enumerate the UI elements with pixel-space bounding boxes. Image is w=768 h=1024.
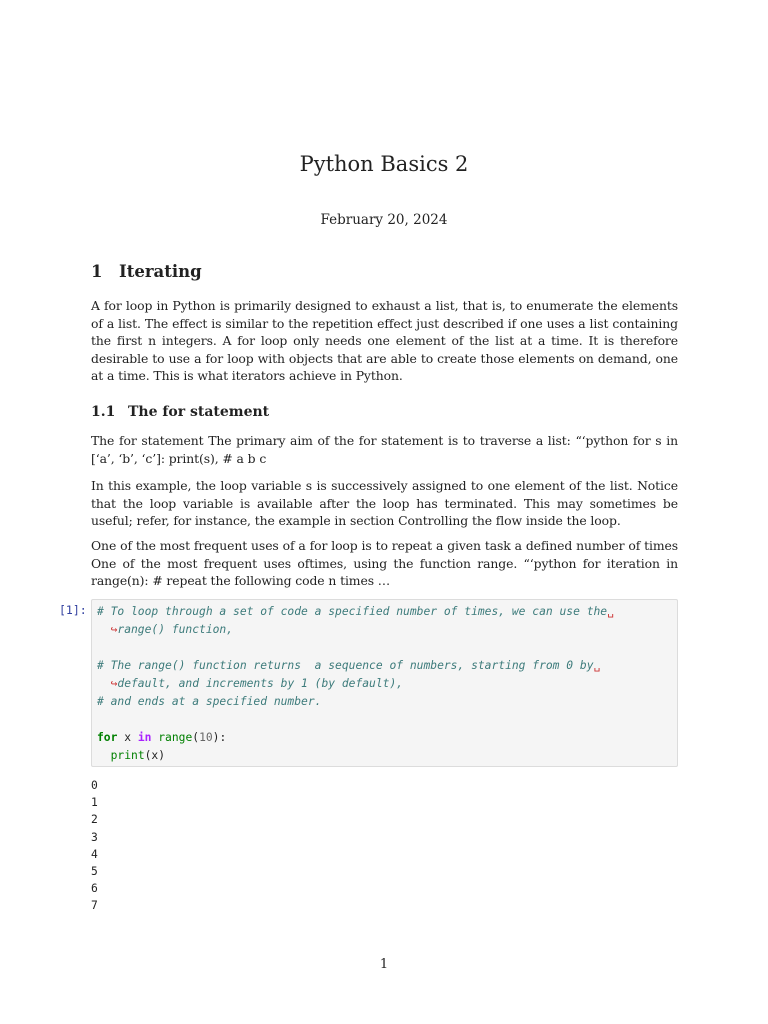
code-variable: x — [117, 731, 138, 744]
output-line: 1 — [91, 796, 98, 810]
code-comment: default, and increments by 1 (by default), — [117, 677, 404, 690]
section-heading — [91, 262, 202, 281]
code-builtin: range — [158, 731, 193, 744]
code-indent — [97, 749, 111, 762]
section-title: Iterating — [119, 262, 202, 281]
code-block — [97, 603, 614, 765]
output-line: 6 — [91, 882, 98, 896]
code-punct: ): — [212, 731, 227, 744]
paragraph: In this example, the loop variable s is successively assigned to one element of the list. Notice that the loop variable is available after the loop has terminated. This may sometimes be useful; refer, for instance, the example in section Controlling the flow inside the loop. — [91, 478, 678, 529]
line-wrap-icon: ␣ — [607, 605, 614, 618]
document-date: February 20, 2024 — [320, 212, 448, 228]
continuation-arrow-icon: ↪ — [97, 623, 118, 636]
subsection-number: 1.1 — [91, 404, 116, 420]
intro-paragraph: A for loop in Python is primarily designed to exhaust a list, that is, to enumerate the elements of a list. The effect is similar to the repetition effect just described if one uses a list containing the first n integers. A for loop only needs one element of the list at a time. It is therefore desirable to use a for loop with objects that are able to create those elements on demand, one at a time. This is what iterators achieve in Python. — [91, 298, 678, 384]
code-number: 10 — [199, 731, 213, 744]
output-line: 5 — [91, 864, 98, 878]
continuation-arrow-icon: ↪ — [97, 677, 118, 690]
code-punct: (x) — [144, 749, 166, 762]
paragraph: The for statement The primary aim of the for statement is to traverse a list: “‘python for s in [‘a’, ‘b’, ‘c’]: print(s), # a b c — [91, 433, 678, 466]
code-comment: # and ends at a specified number. — [97, 695, 322, 708]
document-title: Python Basics 2 — [299, 152, 469, 176]
line-wrap-icon: ␣ — [593, 659, 601, 672]
output-line: 7 — [91, 899, 98, 913]
section-number: 1 — [91, 262, 103, 281]
subsection-title: The for statement — [128, 404, 270, 420]
output-line: 4 — [91, 847, 98, 861]
code-cell[interactable] — [91, 599, 678, 767]
output-line: 2 — [91, 813, 98, 827]
output-line: 0 — [91, 779, 98, 792]
code-operator: in — [137, 731, 152, 744]
code-comment: range() function, — [117, 623, 234, 636]
code-builtin: print — [110, 749, 145, 762]
code-punct: ( — [192, 731, 200, 744]
page-number: 1 — [379, 957, 389, 972]
code-comment: # To loop through a set of code a specified number of times, we can use the — [97, 605, 608, 618]
cell-prompt: [1]: — [59, 603, 87, 617]
code-comment: # The range() function returns a sequence of numbers, starting from 0 by — [97, 659, 594, 672]
output-line: 3 — [91, 830, 98, 844]
code-keyword: for — [97, 731, 118, 744]
cell-output — [91, 777, 98, 915]
subsection-heading — [91, 404, 269, 420]
paragraph: One of the most frequent uses of a for loop is to repeat a given task a defined number of times One of the most frequent uses oftimes, using the function range. “‘python for iteration in range(n): # repeat the following code n times … — [91, 538, 678, 589]
